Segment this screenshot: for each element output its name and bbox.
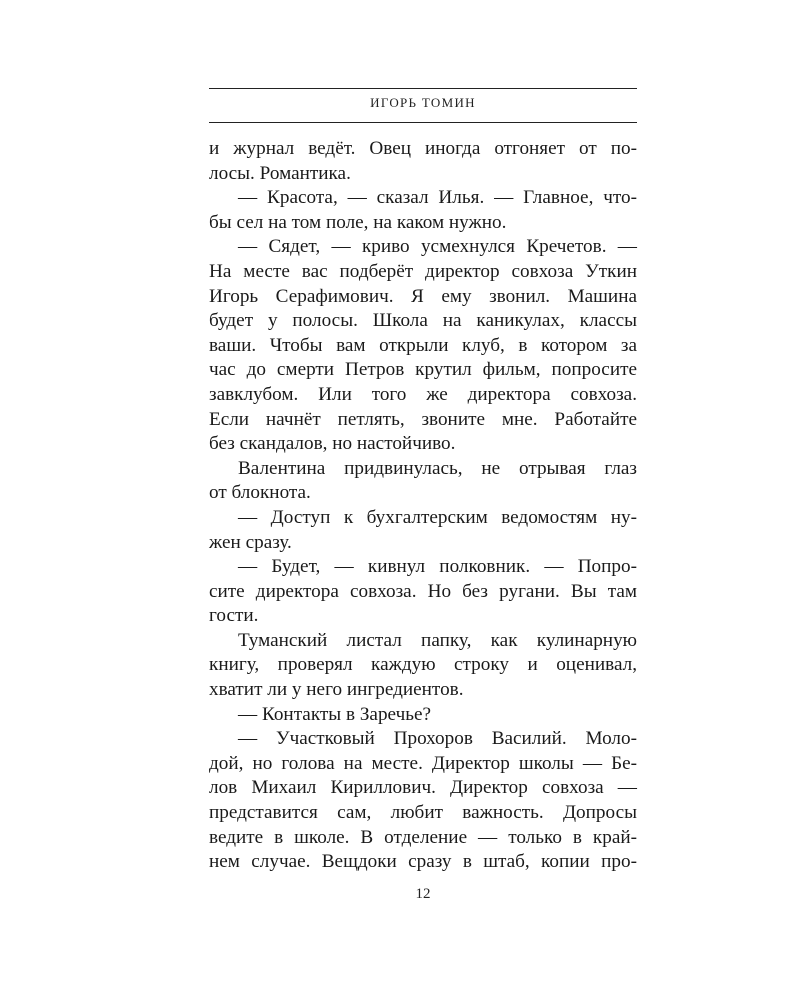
- page-number: 12: [415, 886, 431, 902]
- text-line: книгу, проверял каждую строку и оценивал,: [209, 654, 637, 676]
- text-line: — Контакты в Заречье?: [238, 703, 432, 725]
- text-line: жен сразу.: [209, 531, 292, 553]
- text-line: представится сам, любит важность. Допросы: [209, 802, 637, 824]
- text-line: бы сел на том поле, на каком нужно.: [209, 211, 507, 233]
- text-line: сите директора совхоза. Но без ругани. Вы там: [209, 580, 637, 602]
- text-line: без скандалов, но настойчиво.: [209, 433, 456, 455]
- text-line: хватит ли у него ингредиентов.: [209, 679, 464, 701]
- text-line: дой, но голова на месте. Директор школы — Бе-: [209, 752, 637, 774]
- header-rule-top: [209, 88, 637, 89]
- text-line: — Сядет, — криво усмехнулся Кречетов. —: [238, 236, 637, 258]
- text-line: — Будет, — кивнул полковник. — Попро-: [238, 556, 637, 578]
- text-line: лов Михаил Кириллович. Директор совхоза —: [209, 777, 637, 799]
- header-rule-bottom: [209, 122, 637, 123]
- text-line: — Доступ к бухгалтерским ведомостям ну-: [238, 506, 637, 528]
- text-line: Валентина придвинулась, не отрывая глаз: [238, 457, 637, 479]
- text-line: ведите в школе. В отделение — только в край-: [209, 826, 637, 848]
- text-line: ваши. Чтобы вам открыли клуб, в котором за: [209, 334, 637, 356]
- text-line: час до смерти Петров крутил фильм, попросите: [209, 359, 637, 381]
- text-line: нем случае. Вещдоки сразу в штаб, копии про-: [209, 851, 637, 873]
- text-line: — Красота, — сказал Илья. — Главное, что-: [238, 187, 637, 209]
- text-line: На месте вас подберёт директор совхоза Уткин: [209, 260, 637, 282]
- text-line: Туманский листал папку, как кулинарную: [238, 629, 637, 651]
- text-line: и журнал ведёт. Овец иногда отгоняет от по-: [209, 138, 637, 159]
- running-head: ИГОРЬ ТОМИН: [370, 95, 476, 110]
- text-line: — Участковый Прохоров Василий. Моло-: [238, 728, 637, 750]
- text-line: лосы. Романтика.: [209, 162, 351, 184]
- body-text: [209, 137, 637, 875]
- text-line: завклубом. Или того же директора совхоза.: [209, 383, 637, 405]
- text-line: гости.: [209, 605, 259, 627]
- text-line: Если начнёт петлять, звоните мне. Работайте: [209, 408, 637, 430]
- text-line: от блокнота.: [209, 482, 311, 504]
- text-line: будет у полосы. Школа на каникулах, классы: [209, 310, 637, 332]
- text-line: Игорь Серафимович. Я ему звонил. Машина: [209, 285, 637, 307]
